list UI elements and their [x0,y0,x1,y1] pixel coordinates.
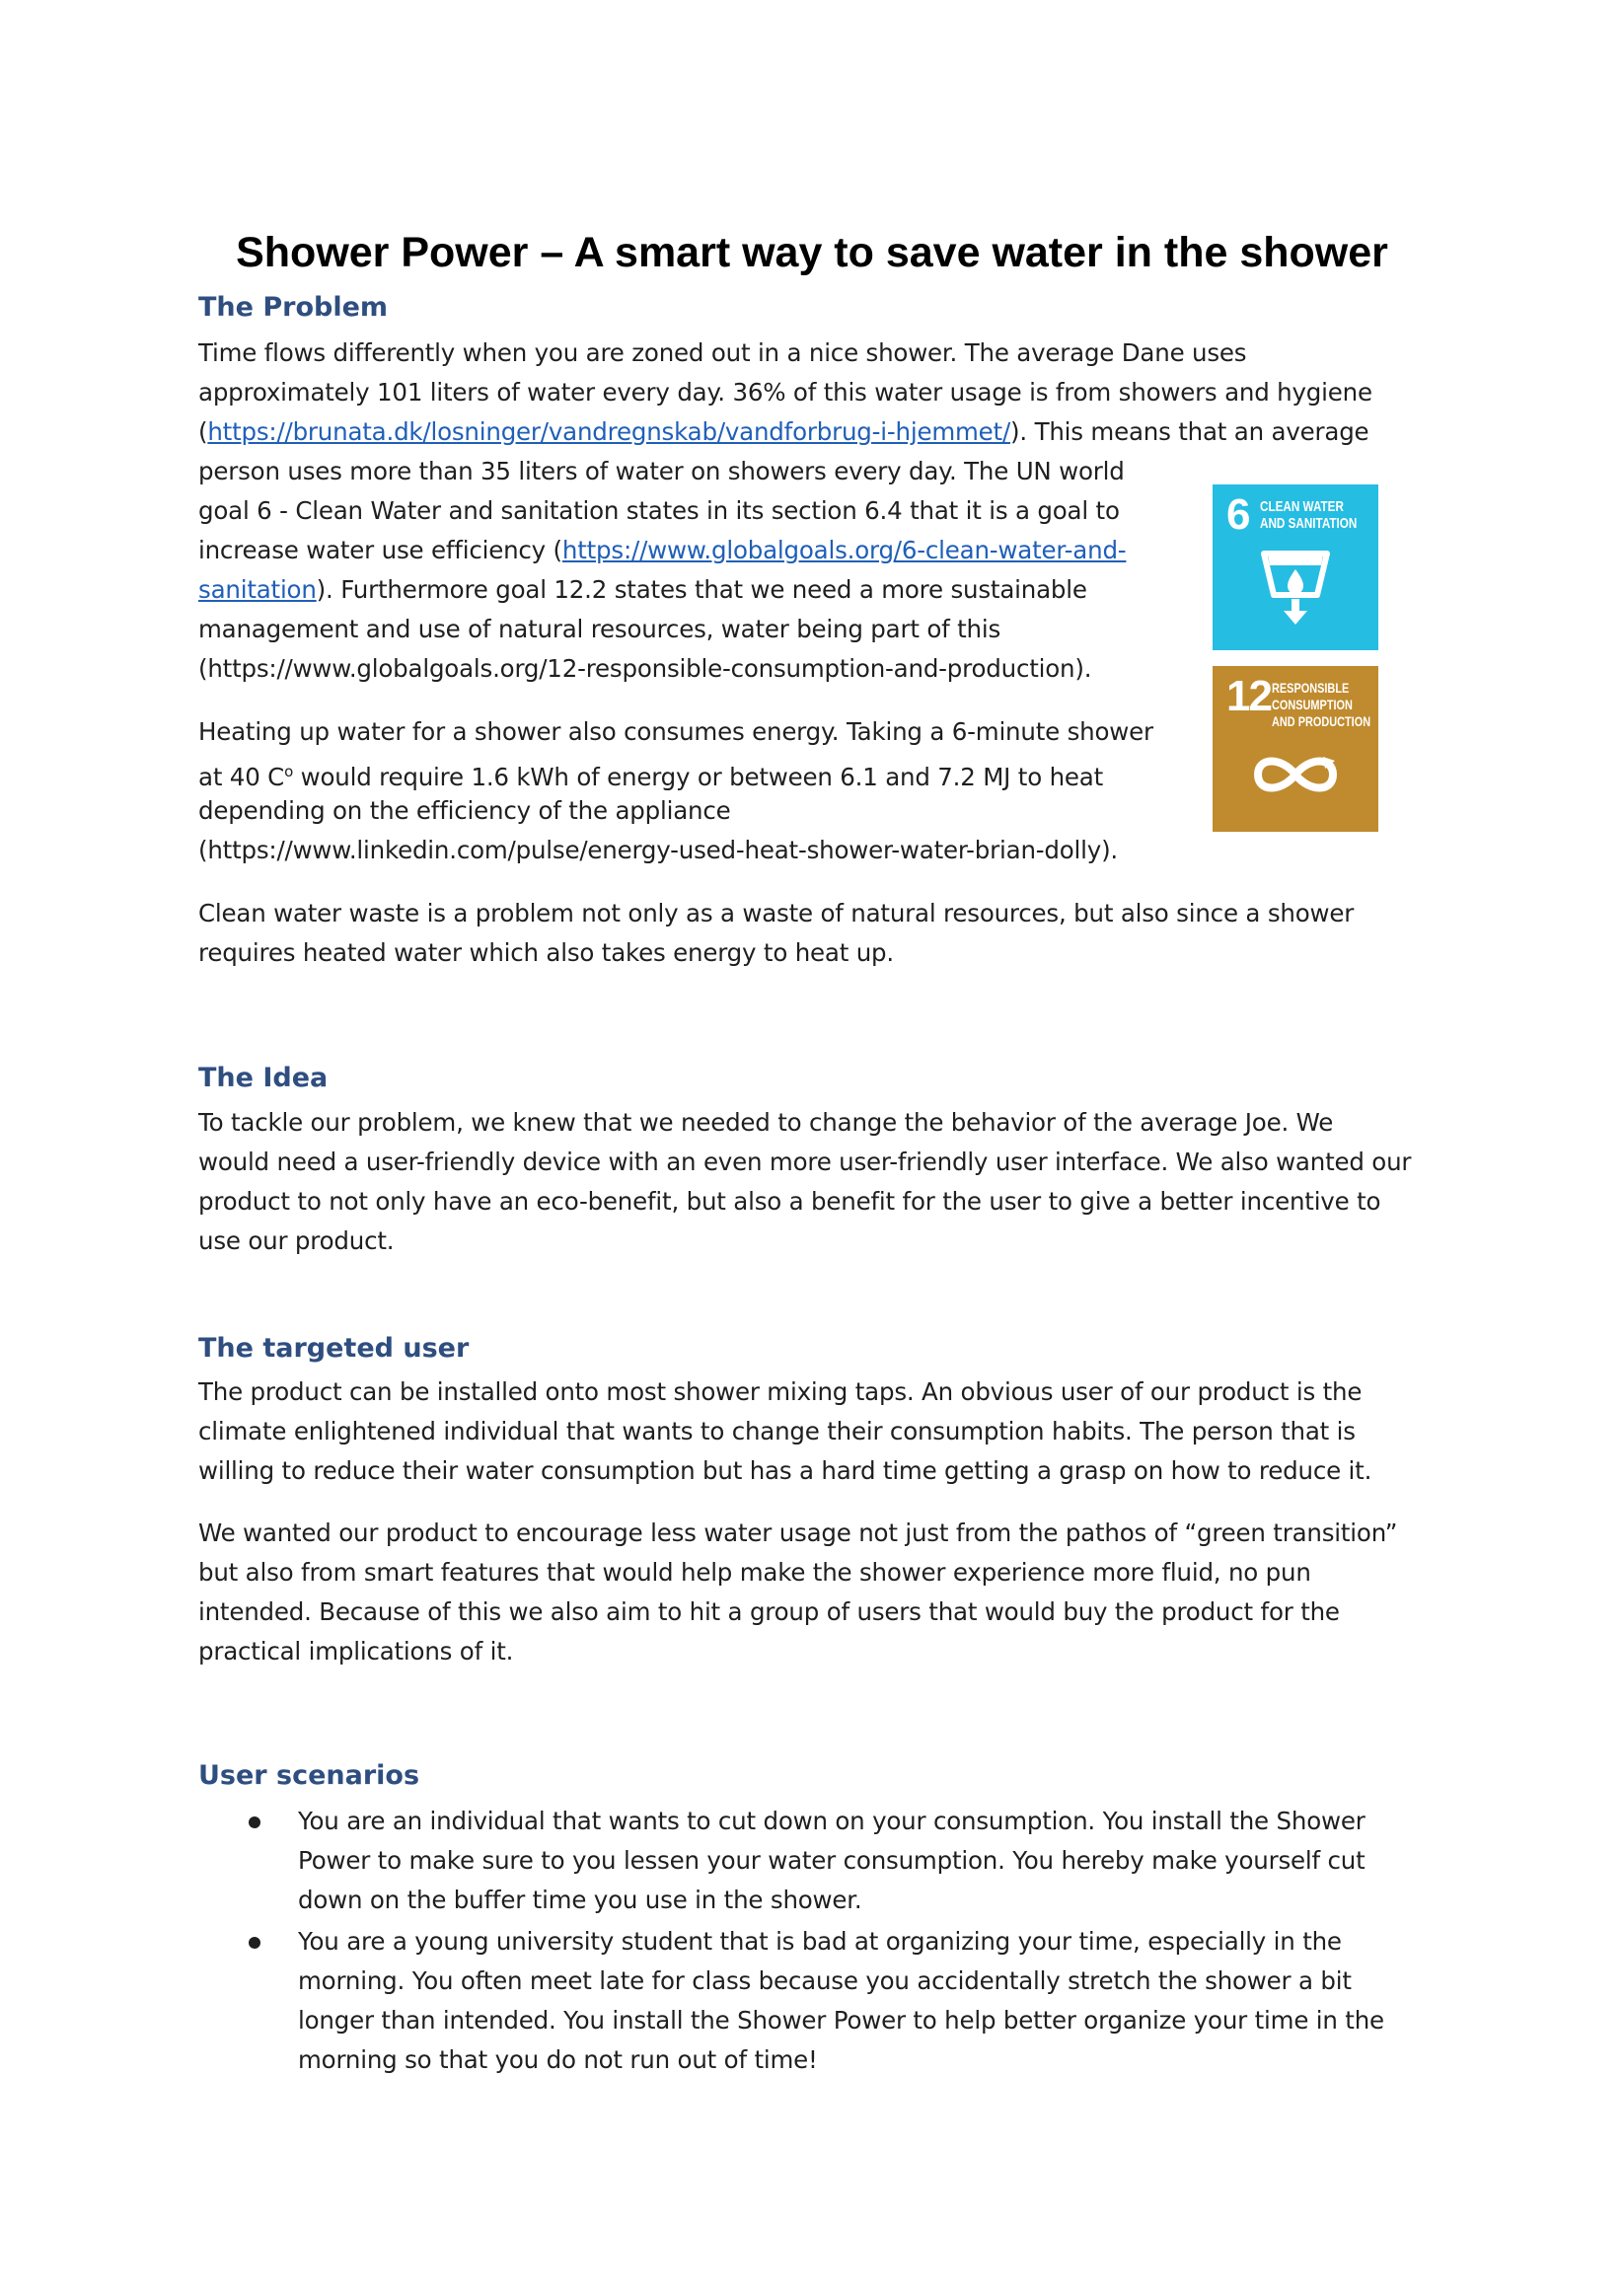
brunata-link[interactable]: https://brunata.dk/losninger/vandregnskab/vandforbrug-i-hjemmet/ [207,417,1011,446]
heading-the-targeted-user: The targeted user [198,1333,470,1364]
sdg6-label-line-2: AND SANITATION [1260,515,1358,532]
heading-user-scenarios: User scenarios [198,1760,420,1791]
page-title: Shower Power – A smart way to save water in the shower [236,229,1388,276]
problem-line-1: Time flows differently when you are zoned out in a nice shower. The average Dane uses [198,338,1247,367]
sdg6-clean-water-tile [1213,484,1378,650]
target-p2-line-4: practical implications of it. [198,1637,514,1666]
target-p2-line-1: We wanted our product to encourage less water usage not just from the pathos of “green transition” [198,1518,1398,1547]
heading-the-problem: The Problem [198,292,389,323]
sdg12-number: 12 [1226,672,1271,720]
scenario-2-line-4: morning so that you do not run out of time! [298,2045,818,2074]
bullet-dot-2 [249,1937,260,1949]
scenario-2-line-1: You are a young university student that is bad at organizing your time, especially in the [298,1927,1342,1956]
scenario-1-line-1: You are an individual that wants to cut down on your consumption. You install the Shower [298,1807,1366,1835]
sdg12-label-line-3: AND PRODUCTION [1272,713,1371,729]
problem-line-6-text: increase water use efficiency ( [198,536,562,564]
idea-line-4: use our product. [198,1226,395,1255]
target-line-1: The product can be installed onto most shower mixing taps. An obvious user of our product is the [198,1377,1363,1406]
idea-line-2: would need a user-friendly device with an even more user-friendly user interface. We also wanted our [198,1148,1412,1176]
sdg12-label-line-1: RESPONSIBLE [1272,680,1350,696]
energy-line-1: Heating up water for a shower also consumes energy. Taking a 6-minute shower [198,717,1153,746]
waste-line-1: Clean water waste is a problem not only as a waste of natural resources, but also since a shower [198,899,1355,927]
heading-the-idea: The Idea [198,1063,329,1093]
sdg12-responsible-consumption-tile [1213,666,1378,832]
sdg12-label-line-2: CONSUMPTION [1272,697,1353,712]
globalgoals-goal6-link[interactable]: https://www.globalgoals.org/6-clean-water-and- [561,536,1127,564]
water-glass-icon [1213,484,1378,650]
problem-line-4: person uses more than 35 liters of water on showers every day. The UN world [198,457,1125,485]
problem-line-8: management and use of natural resources, water being part of this [198,615,1001,643]
target-line-2: climate enlightened individual that wants to change their consumption habits. The person that is [198,1417,1356,1445]
problem-line-9: (https://www.globalgoals.org/12-responsible-consumption-and-production). [198,654,1092,683]
idea-line-1: To tackle our problem, we knew that we needed to change the behavior of the average Joe. We [198,1108,1334,1137]
sdg6-number: 6 [1226,490,1249,539]
energy-line-2-a: at 40 C [198,763,285,792]
problem-line-2: approximately 101 liters of water every day. 36% of this water usage is from showers and hygiene [198,378,1372,407]
problem-line-3 [198,412,1368,452]
problem-line-3-rest: ). This means that an average [1010,417,1369,446]
sdg6-label-line-1: CLEAN WATER [1260,498,1344,515]
problem-line-7-rest: ). Furthermore goal 12.2 states that we need a more sustainable [316,575,1087,604]
problem-line-5: goal 6 - Clean Water and sanitation states in its section 6.4 that it is a goal to [198,496,1120,525]
target-p2-line-3: intended. Because of this we also aim to hit a group of users that would buy the product for the [198,1597,1340,1626]
scenario-1-line-3: down on the buffer time you use in the shower. [298,1886,862,1914]
energy-line-3: depending on the efficiency of the appliance [198,796,731,825]
idea-line-3: product to not only have an eco-benefit, but also a benefit for the user to give a better incentive to [198,1187,1381,1216]
scenario-1-line-2: Power to make sure to you lessen your water consumption. You hereby make yourself cut [298,1846,1366,1875]
paren-open: ( [198,417,208,446]
target-line-3: willing to reduce their water consumption but has a hard time getting a grasp on how to reduce it. [198,1456,1372,1485]
target-p2-line-2: but also from smart features that would help make the shower experience more fluid, no pun [198,1558,1311,1587]
energy-line-2-b: would require 1.6 kWh of energy or between 6.1 and 7.2 MJ to heat [293,763,1103,792]
infinity-loop-icon [1213,666,1378,832]
degree-superscript: o [284,763,294,780]
energy-line-4: (https://www.linkedin.com/pulse/energy-used-heat-shower-water-brian-dolly). [198,836,1119,864]
globalgoals-goal6-link-cont[interactable]: sanitation [198,575,317,604]
problem-line-7 [198,570,1087,610]
bullet-dot-1 [249,1816,260,1828]
scenario-2-line-2: morning. You often meet late for class because you accidentally stretch the shower a bit [298,1966,1352,1995]
waste-line-2: requires heated water which also takes energy to heat up. [198,938,894,967]
scenario-2-line-3: longer than intended. You install the Shower Power to help better organize your time in the [298,2006,1384,2035]
problem-line-6 [198,531,1126,570]
